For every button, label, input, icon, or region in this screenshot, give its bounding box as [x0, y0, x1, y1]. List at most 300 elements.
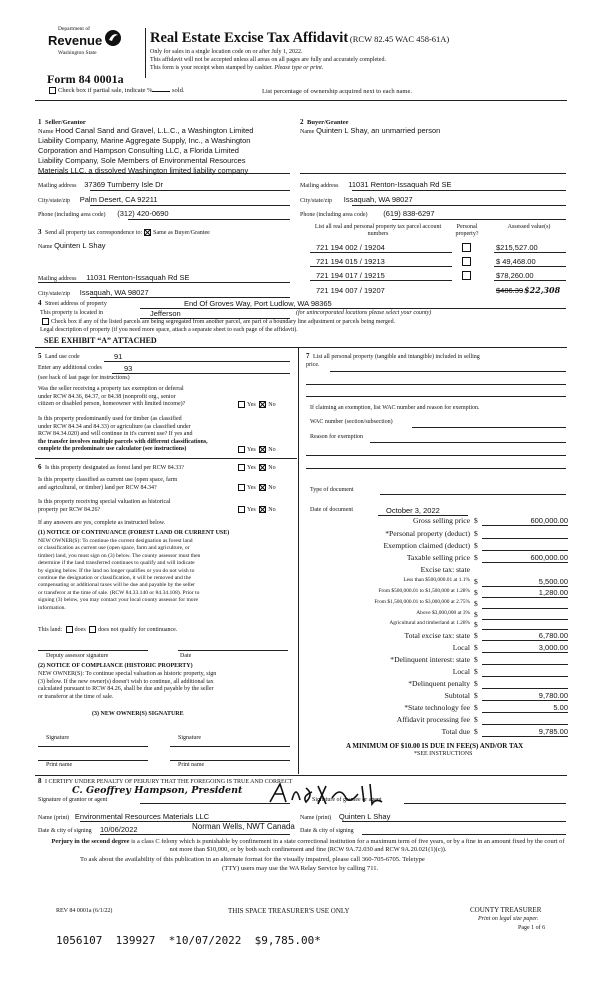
header-note-3-text: This form is your receipt when stamped by cashier.: [150, 65, 273, 71]
form-title-row: [150, 30, 449, 47]
calc-currency-19: $: [474, 727, 478, 736]
assessor-sig-label: Deputy assessor signature: [46, 653, 109, 659]
center-divider: [298, 348, 299, 774]
grantee-name-row: [300, 812, 390, 821]
buyer-name-label: Name: [300, 129, 315, 135]
calc-currency-10: $: [474, 620, 478, 629]
notice2-line-4: or transferor at the time of sale.: [38, 693, 114, 700]
calc-value-1: 600,000.00: [530, 516, 568, 525]
notice1-line-6: continue the designation or classification, it will be removed and the: [38, 575, 192, 582]
seller-name-block: [38, 126, 288, 176]
owner-signature-line-1: [38, 746, 148, 747]
forest-yes-checkbox[interactable]: [238, 464, 245, 471]
calc-label-8: From $1,500,000.01 to $3,000,000 at 2.75%: [374, 599, 470, 605]
same-as-buyer-checkbox[interactable]: [144, 229, 151, 236]
calc-label-4: Taxable selling price: [406, 553, 470, 562]
calc-currency-7: $: [474, 588, 478, 597]
assessor-date-line: [178, 650, 288, 651]
timber-q-line-3: RCW 84.34.020) and will continue in it's current use? If yes and: [38, 431, 193, 437]
grantor-name-label: Name (print): [38, 815, 70, 821]
land-use-code: 91: [114, 352, 123, 361]
personal-property-line-2: [306, 384, 566, 385]
buyer-name-underline: [300, 173, 566, 174]
revision-label: REV 84 0001a (6/1/22): [56, 908, 113, 914]
relay-note-2: (TTY) users may use the WA Relay Service by calling 711.: [222, 865, 379, 872]
buyer-heading-num: 2: [300, 118, 304, 126]
seller-name-line-1: Hood Canal Sand and Gravel, L.L.C., a Washington Limited: [55, 126, 254, 135]
header-note-1: Only for sales in a single location code on or after July 1, 2022.: [150, 49, 303, 55]
exemption-yes-checkbox[interactable]: [238, 401, 245, 408]
timber-q-line-1: Is this property predominantly used for timber (as classified: [38, 416, 182, 422]
calc-value-4: 600,000.00: [530, 553, 568, 562]
exemption-q-line-3: citizen or disabled person, homeowner with limited income)?: [38, 401, 186, 407]
notice2-line-3: calculated pursuant to RCW 84.26, shall be due and payable by the seller: [38, 686, 214, 693]
county-value: Jefferson: [150, 309, 181, 318]
calc-label-3: Exemption claimed (deduct): [383, 541, 470, 550]
forest-yes-label: Yes: [247, 464, 256, 471]
calc-line-6: [482, 586, 568, 587]
exemption-reason-line-2: [306, 455, 566, 456]
current-use-no-checkbox[interactable]: [259, 484, 266, 491]
partial-sale-checkbox[interactable]: [49, 87, 56, 94]
seller-city-label: City/state/zip: [38, 198, 70, 204]
forest-q-text: Is this property designated as forest land per RCW 84.33?: [45, 465, 184, 471]
exemption-q-line-1: Was the seller receiving a property tax exemption or deferral: [38, 386, 184, 392]
seller-name-line-4: Liability Company, Sole Members of Environmental Resources: [38, 156, 246, 165]
seller-mailing-underline: [90, 190, 290, 191]
parcel-value-1-underline: [494, 252, 566, 253]
parcel-value-2: $ 49,468.00: [496, 257, 536, 266]
logo-state-text: Washington State: [58, 50, 97, 56]
tax-corr-city-underline: [90, 297, 290, 298]
grantor-city-value: Norman Wells, NWT Canada: [192, 822, 295, 831]
section6-instruction: If any answers are yes, complete as instructed below.: [38, 520, 166, 526]
parcel-col-personal: Personal property?: [455, 224, 479, 237]
header-rule: [35, 100, 567, 101]
exemption-question: [38, 386, 238, 409]
notice1-line-3: timber) land, you must sign on (3) below. The county assessor must then: [38, 552, 201, 559]
owner-print-line-2: [170, 760, 290, 761]
treasurer-stamp: 1056107 139927 *10/07/2022 $9,785.00*: [56, 934, 321, 947]
personal-property-line-3: [306, 396, 566, 397]
parcel-number-1: 721 194 002 / 19204: [316, 243, 385, 252]
owner-print-line-1: [38, 760, 148, 761]
parcel-personal-checkbox-3[interactable]: [462, 271, 471, 280]
certify-statement: I CERTIFY UNDER PENALTY OF PERJURY THAT THE FOREGOING IS TRUE AND CORRECT: [45, 779, 293, 785]
document-date-value: October 3, 2022: [386, 506, 440, 515]
logo-dept-text: Department of: [58, 26, 90, 32]
exemption-q-line-2: under RCW 84.36, 84.37, or 84.38 (nonprofit org., senior: [38, 393, 176, 400]
calc-value-11: 6,780.00: [538, 631, 568, 640]
current-use-q-line-1: Is this property classified as current use (open space, farm: [38, 477, 178, 483]
calc-line-7: [482, 597, 568, 598]
forest-question: [38, 463, 184, 471]
additional-codes-underline: [112, 373, 290, 374]
sold-label: sold.: [172, 87, 185, 94]
form-title-ref: (RCW 82.45 WAC 458-61A): [349, 34, 450, 44]
forest-no-checkbox[interactable]: [259, 464, 266, 471]
calc-line-16: [482, 700, 568, 701]
exemption-no-checkbox[interactable]: [259, 401, 266, 408]
current-use-q-line-2: and agricultural, or timber) land per RCW 84.34?: [38, 484, 157, 491]
this-land-label: This land:: [38, 626, 63, 633]
timber-yes-no: [236, 446, 276, 453]
parcel-value-1: $215,527.00: [496, 243, 538, 252]
current-use-question: [38, 477, 177, 492]
calc-label-5: Excise tax: state: [420, 565, 470, 574]
section67-rule: [35, 775, 567, 776]
calc-label-16: Subtotal: [444, 691, 470, 700]
timber-q-line-4: the transfer involves multiple parcels with different classifications,: [38, 438, 208, 445]
calc-value-19: 9,785.00: [538, 727, 568, 736]
section5-rule: [35, 458, 297, 459]
calc-currency-1: $: [474, 516, 478, 525]
calc-currency-11: $: [474, 631, 478, 640]
parcel-col-assessed: Assessed value(s): [507, 224, 551, 230]
legal-description-note: Legal description of property (if you need more space, attach a separate sheet to each page of the affidavit).: [40, 327, 298, 333]
calc-line-15: [482, 688, 568, 689]
notice1-line-4: determine if the land transferred continues to qualify and will indicate: [38, 560, 195, 567]
personal-property-line-1: [330, 371, 566, 372]
segregation-note: Check box if any of the listed parcels are being segregated from another parcel, are part of a boundary line adjustment or parcels being merged.: [51, 318, 396, 325]
exemption-yes-no: [236, 401, 276, 408]
parcel-value-2-underline: [494, 266, 566, 267]
document-type-label: Type of document: [310, 487, 354, 493]
section7-num: 7: [306, 352, 310, 360]
minimum-fee-note: A MINIMUM OF $10.00 IS DUE IN FEE(S) AND/OR TAX: [346, 742, 524, 750]
tax-corr-row: [38, 228, 210, 236]
seller-phone-row: [38, 209, 169, 218]
notice1-title: (1) NOTICE OF CONTINUANCE (FOREST LAND OR CURRENT USE): [38, 530, 230, 536]
buyer-heading-text: Buyer/Grantee: [307, 119, 349, 126]
perjury-bold: Perjury in the second degree: [51, 838, 130, 845]
buyer-city-label: City/state/zip: [300, 198, 332, 204]
timber-yes-label: Yes: [247, 446, 256, 453]
current-use-yes-no: [236, 484, 276, 491]
does-label: does: [74, 626, 86, 633]
parcel-value-3-underline: [494, 280, 566, 281]
seller-mailing-value: 37369 Turnberry Isle Dr: [84, 180, 164, 189]
notice2-line-2: (3) below. If the new owner(s) doesn't wish to continue, all additional tax: [38, 678, 214, 685]
form-number: Form 84 0001a: [47, 72, 124, 86]
calc-label-11: Total excise tax: state: [404, 631, 470, 640]
notice3-title: (3) NEW OWNER(S) SIGNATURE: [92, 711, 184, 717]
seller-phone-label: Phone (including area code): [38, 212, 106, 218]
notice2-line-1: NEW OWNER(S): To continue special valuation as historic property, sign: [38, 671, 217, 677]
tax-corr-name-value: Quinten L Shay: [54, 241, 106, 250]
seller-heading-num: 1: [38, 118, 42, 126]
calc-line-4: [482, 562, 568, 563]
current-use-yes-checkbox[interactable]: [238, 484, 245, 491]
grantor-date-label: Date & city of signing: [38, 828, 92, 834]
seller-phone-value: (312) 420-0690: [117, 209, 169, 218]
historic-no-label: No: [268, 506, 276, 513]
this-land-row: [38, 626, 177, 633]
parcel-number-2: 721 194 015 / 19213: [316, 257, 385, 266]
exhibit-reference: SEE EXHIBIT “A” ATTACHED: [44, 336, 157, 345]
historic-q-line-1: Is this property receiving special valuation as historical: [38, 499, 171, 505]
additional-codes-label: Enter any additional codes: [38, 365, 102, 371]
perjury-text: is a class C felony which is punishable by confinement in a state correctional institution for a maximum term of five years, or by a fine in an amount fixed by the court of not more than $10,000, or by both such confinement and fine (RCW 9A.72.030 and RCW 9A.20.021(1)(c)).: [131, 838, 565, 853]
parcel-row-2-underline: [310, 266, 452, 267]
exemption-reason-label: Reason for exemption: [310, 434, 363, 440]
calc-currency-16: $: [474, 691, 478, 700]
calc-line-11: [482, 640, 568, 641]
historic-q-line-2: property per RCW 84.26?: [38, 506, 101, 513]
parcel-row-1-underline: [310, 252, 452, 253]
tax-corr-name-row: [38, 241, 106, 250]
list-percentage-note: List percentage of ownership acquired next to each name.: [262, 88, 412, 95]
parcel-row-3-underline: [310, 280, 452, 281]
buyer-phone-underline: [392, 219, 566, 220]
notice1-line-7: compensating or additional taxes will be due and payable by the seller: [38, 582, 196, 589]
calc-label-15: *Delinquent penalty: [408, 679, 470, 688]
buyer-phone-value: (619) 838-6297: [383, 209, 435, 218]
does-qualify-checkbox[interactable]: [66, 626, 73, 633]
calc-label-14: Local: [452, 667, 470, 676]
grantor-sig-label: Signature of grantor or agent: [38, 797, 108, 803]
assessor-date-label: Date: [180, 653, 192, 659]
notice2-title: (2) NOTICE OF COMPLIANCE (HISTORIC PROPERTY): [38, 663, 193, 669]
calc-value-16: 9,780.00: [538, 691, 568, 700]
buyer-phone-row: [300, 209, 435, 218]
grantee-name-line: [342, 821, 566, 822]
exemption-reason-line-3: [306, 468, 566, 469]
document-type-line: [380, 494, 566, 495]
buyer-name-row: [300, 126, 440, 135]
buyer-mailing-label: Mailing address: [300, 183, 339, 189]
street-row: [38, 299, 107, 307]
grantee-name-label: Name (print): [300, 815, 332, 821]
street-label: Street address of property: [45, 301, 107, 307]
page-number: Page 1 of 6: [518, 925, 546, 931]
additional-codes-value: 93: [124, 364, 133, 373]
street-value: End Of Groves Way, Port Ludlow, WA 98365: [184, 299, 332, 308]
calc-label-18: Affidavit processing fee: [396, 715, 470, 724]
parcel-number-3: 721 194 017 / 19215: [316, 271, 385, 280]
seller-city-row: [38, 195, 158, 204]
parcel-value-3: $78,260.00: [496, 271, 534, 280]
notice2-body: [38, 671, 293, 701]
current-use-yes-label: Yes: [247, 484, 256, 491]
calc-label-17: *State technology fee: [404, 703, 470, 712]
historic-yes-label: Yes: [247, 506, 256, 513]
calc-label-6: Less than $500,000.01 at 1.1%: [403, 577, 470, 583]
see-back-note: (see back of last page for instructions): [38, 375, 130, 381]
owner-signature-label-2: Signature: [178, 735, 201, 741]
notice1-line-10: information.: [38, 604, 66, 611]
timber-q-line-2: under RCW 84.34 and 84.33) or agriculture (as classified under: [38, 423, 191, 430]
seller-heading: [38, 118, 86, 126]
street-underline: [140, 308, 566, 309]
parcel-personal-checkbox-2[interactable]: [462, 257, 471, 266]
land-use-row: [38, 352, 80, 360]
grantor-date-line: [100, 834, 290, 835]
seller-name-label: Name: [38, 128, 54, 135]
seller-city-value: Palm Desert, CA 92211: [79, 195, 158, 204]
legal-paper-note: Print on legal size paper.: [478, 916, 539, 922]
calc-value-12: 3,000.00: [538, 643, 568, 652]
calc-currency-17: $: [474, 703, 478, 712]
historic-question: [38, 499, 170, 514]
document-date-label: Date of document: [310, 507, 353, 513]
calc-line-3: [482, 550, 568, 551]
owner-signature-label-1: Signature: [46, 735, 69, 741]
grantee-sig-line: [404, 803, 566, 804]
notice1-line-2: or classification as current use (open space, farm and agriculture, or: [38, 545, 190, 552]
grantor-name-value: Environmental Resources Materials LLC: [74, 812, 210, 821]
exemption-wac-note: If claiming an exemption, list WAC number and reason for exemption.: [310, 405, 480, 411]
tax-corr-name-label: Name: [38, 244, 53, 250]
land-use-num: 5: [38, 352, 42, 360]
header-note-3-italic: Please type or print.: [274, 65, 324, 71]
relay-note-1: To ask about the availability of this publication in an alternate format for the visually impaired, please call 360-705-6705. Teletype: [80, 856, 425, 863]
calc-currency-9: $: [474, 610, 478, 619]
calc-line-13: [482, 664, 568, 665]
timber-yes-checkbox[interactable]: [238, 446, 245, 453]
notice1-line-1: NEW OWNER(S): To continue the current designation as forest land: [38, 538, 193, 544]
grantor-name-row: [38, 812, 209, 821]
does-not-qualify-checkbox[interactable]: [89, 626, 96, 633]
wac-number-line: [412, 427, 566, 428]
grantee-name-value: Quinten L Shay: [338, 812, 391, 821]
owner-signature-line-2: [170, 746, 290, 747]
same-as-buyer-label: Same as Buyer/Grantee: [153, 230, 210, 236]
parcel-value-4-struck: $486.39: [496, 286, 524, 295]
tax-corr-mailing-label: Mailing address: [38, 276, 77, 282]
calc-label-9: Above $3,000,000 at 3%: [416, 610, 470, 616]
form-title: Real Estate Excise Tax Affidavit: [150, 30, 349, 46]
exemption-yes-label: Yes: [247, 401, 256, 408]
calc-currency-18: $: [474, 715, 478, 724]
calc-label-10: Agricultural and timberland at 1.28%: [389, 620, 470, 626]
calc-currency-13: $: [474, 655, 478, 664]
buyer-city-underline: [352, 205, 566, 206]
calc-line-10: [482, 629, 568, 630]
calc-currency-12: $: [474, 643, 478, 652]
certify-row: [38, 777, 292, 785]
seller-city-underline: [90, 205, 290, 206]
partial-sale-row: [47, 87, 185, 94]
grantor-signature: C. Geoffrey Hampson, President: [72, 785, 243, 796]
buyer-mailing-value: 11031 Renton-Issaquah Rd SE: [348, 180, 452, 189]
calc-value-17: 5.00: [553, 703, 568, 712]
notice1-body: [38, 538, 293, 612]
parcel-number-4: 721 194 007 / 19207: [316, 286, 385, 295]
county-label: This property is located in: [40, 310, 103, 316]
notice1-line-5: by signing below. If the land no longer qualifies or you do not wish to: [38, 567, 195, 574]
calc-currency-3: $: [474, 541, 478, 550]
section6-num: 6: [38, 463, 42, 471]
timber-q-line-5: complete the predominate use calculator (see instructions): [38, 446, 187, 452]
parcel-personal-checkbox-1[interactable]: [462, 243, 471, 252]
forest-yes-no: [236, 464, 276, 471]
grantee-date-line: [362, 834, 566, 835]
historic-yes-checkbox[interactable]: [238, 506, 245, 513]
buyer-mailing-underline: [352, 190, 566, 191]
calc-label-2: *Personal property (deduct): [385, 529, 470, 538]
grantor-date-value: 10/06/2022: [100, 825, 138, 834]
segregation-row: [40, 318, 395, 325]
buyer-city-value: Issaquah, WA 98027: [343, 195, 413, 204]
buyer-mailing-row: [300, 180, 452, 189]
treasurer-use-label: THIS SPACE TREASURER'S USE ONLY: [228, 907, 350, 915]
timber-no-label: No: [268, 446, 276, 453]
header-divider: [145, 28, 146, 78]
calc-line-1: [482, 525, 568, 526]
seller-name-line-2: Liability Company, Marine Aggregate Supply, Inc., a Washington: [38, 136, 251, 145]
calc-line-9: [482, 619, 568, 620]
wac-number-label: WAC number (section/subsection): [310, 419, 393, 425]
calc-line-14: [482, 676, 568, 677]
calc-line-18: [482, 724, 568, 725]
personal-property-label-2: price.: [306, 362, 320, 368]
seller-mailing-label: Mailing address: [38, 183, 77, 189]
seller-phone-underline: [128, 219, 290, 220]
section8-num: 8: [38, 777, 42, 785]
parcel-value-4-handwritten: $22,308: [524, 285, 561, 295]
notice1-line-9: signing (3) below, you may contact your local county assessor for more: [38, 597, 198, 604]
buyer-phone-label: Phone (including area code): [300, 212, 368, 218]
calc-currency-15: $: [474, 679, 478, 688]
calc-line-2: [482, 538, 568, 539]
county-treasurer-label: COUNTY TREASURER: [470, 906, 542, 914]
buyer-name-value: Quinten L Shay, an unmarried person: [316, 126, 441, 135]
exemption-reason-line: [370, 442, 566, 443]
owner-print-name-label-1: Print name: [46, 762, 73, 768]
land-use-label: Land use code: [45, 354, 80, 360]
seller-heading-text: Seller/Grantor: [45, 119, 86, 126]
owner-print-name-label-2: Print name: [178, 762, 205, 768]
partial-sale-label: Check box if partial sale, indicate %: [58, 87, 153, 94]
grantee-sig-label: Signature of grantee or agent: [312, 797, 382, 803]
tax-corr-city-row: [38, 288, 149, 297]
county-note: (for unincorporated locations please select your county): [296, 310, 432, 316]
seller-name-underline: [38, 173, 290, 174]
tax-corr-label: Send all property tax correspondence to:: [45, 230, 143, 236]
calc-currency-4: $: [474, 553, 478, 562]
street-num: 4: [38, 299, 42, 307]
calc-currency-14: $: [474, 667, 478, 676]
calc-label-19: Total due: [441, 727, 470, 736]
segregation-checkbox[interactable]: [42, 318, 49, 325]
seller-mailing-row: [38, 180, 163, 189]
dor-logo: [46, 26, 126, 66]
calc-currency-2: $: [474, 529, 478, 538]
calc-line-12: [482, 652, 568, 653]
tax-corr-mailing-row: [38, 273, 190, 282]
notice1-line-8: or transferor at the time of sale. (RCW 84.33.140 or 84.34.108). Prior to: [38, 589, 200, 596]
assessor-sig-line: [38, 650, 148, 651]
calc-label-1: Gross selling price: [413, 516, 470, 525]
buyer-heading: [300, 118, 349, 126]
tax-corr-name-underline: [38, 282, 290, 283]
tax-corr-city-label: City/state/zip: [38, 291, 70, 297]
land-use-underline: [104, 361, 290, 362]
tax-corr-city-value: Issaquah, WA 98027: [79, 288, 149, 297]
exemption-no-label: No: [268, 401, 276, 408]
see-instructions-note: *SEE INSTRUCTIONS: [414, 751, 473, 757]
timber-no-checkbox[interactable]: [259, 446, 266, 453]
calc-line-8: [482, 608, 568, 609]
calc-label-12: Local: [452, 643, 470, 652]
historic-no-checkbox[interactable]: [259, 506, 266, 513]
header-note-2: This affidavit will not be accepted unless all areas on all pages are fully and accurately completed.: [150, 57, 386, 63]
header-note-3: [150, 65, 323, 71]
does-not-label: does not qualify for continuance.: [98, 626, 178, 633]
calc-label-7: From $500,000.01 to $1,500,000 at 1.28%: [378, 588, 470, 594]
calc-value-7: 1,280.00: [538, 588, 568, 597]
